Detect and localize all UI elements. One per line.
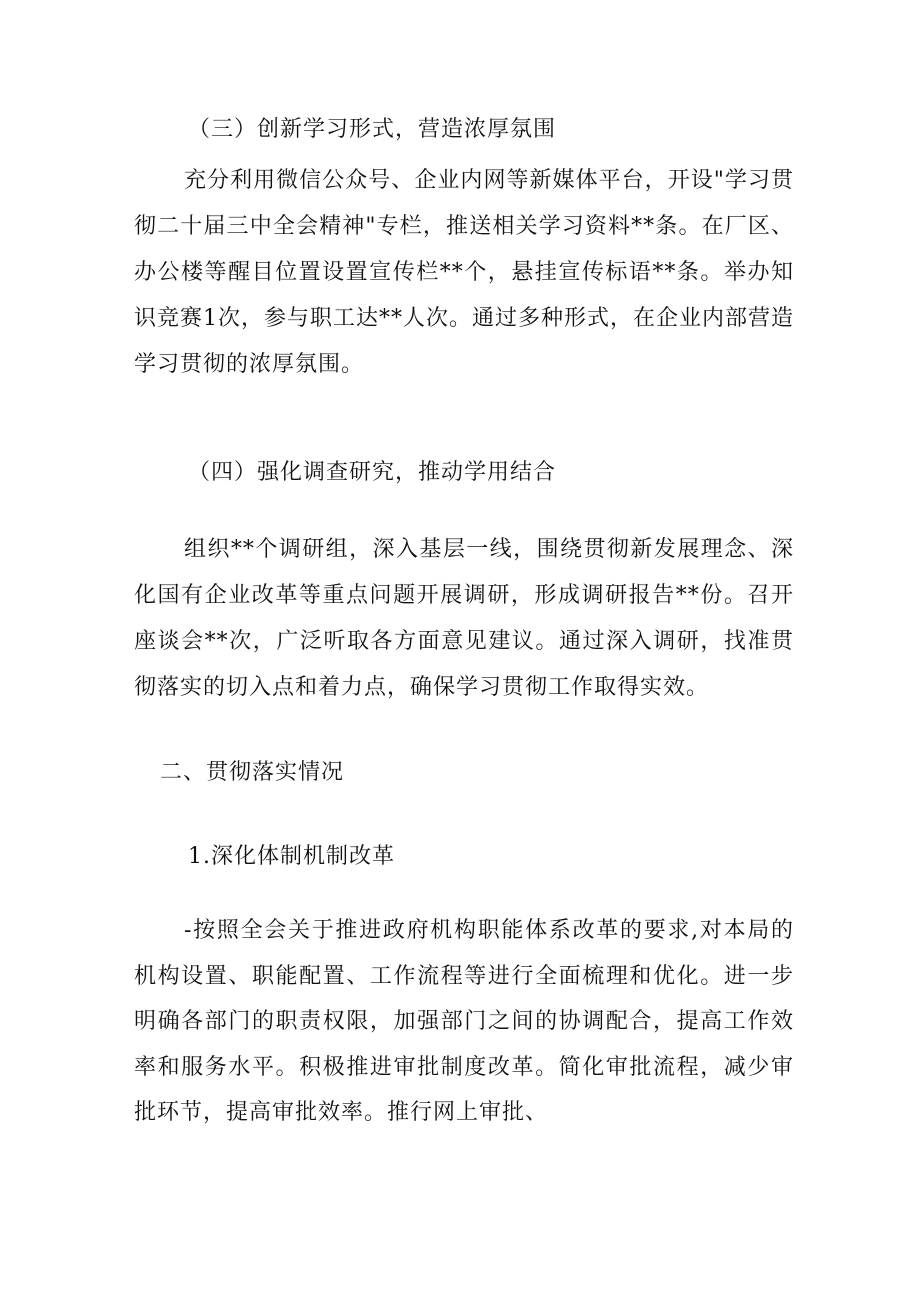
section-four-paragraph: 组织**个调研组，深入基层一线，围绕贯彻新发展理念、深化国有企业改革等重点问题开展调研，形成调研报告**份。召开座谈会**次，广泛听取各方面意见建议。通过深入调研，找准贯彻落实的切入点和着力点，确保学习贯彻工作取得实效。: [134, 537, 794, 700]
part-two-heading: 二、贯彻落实情况: [160, 760, 345, 785]
item-one-heading: 1.深化体制机制改革: [188, 844, 395, 869]
section-three-paragraph: 充分利用微信公众号、企业内网等新媒体平台，开设"学习贯彻二十届三中全会精神"专栏，推送相关学习资料**条。在厂区、办公楼等醒目位置设置宣传栏**个，悬挂宣传标语**条。举办知识竞赛1次，参与职工达**人次。通过多种形式，在企业内部营造学习贯彻的浓厚氛围。: [134, 168, 794, 377]
item-one-paragraph: -按照全会关于推进政府机构职能体系改革的要求,对本局的机构设置、职能配置、工作流程等进行全面梳理和优化。进一步明确各部门的职责权限，加强部门之间的协调配合，提高工作效率和服务水平。积极推进审批制度改革。简化审批流程，减少审批环节，提高审批效率。推行网上审批、: [134, 918, 794, 1125]
section-four-heading: （四）强化调查研究，推动学用结合: [188, 460, 557, 485]
section-three-heading: （三）创新学习形式，营造浓厚氛围: [188, 117, 557, 142]
